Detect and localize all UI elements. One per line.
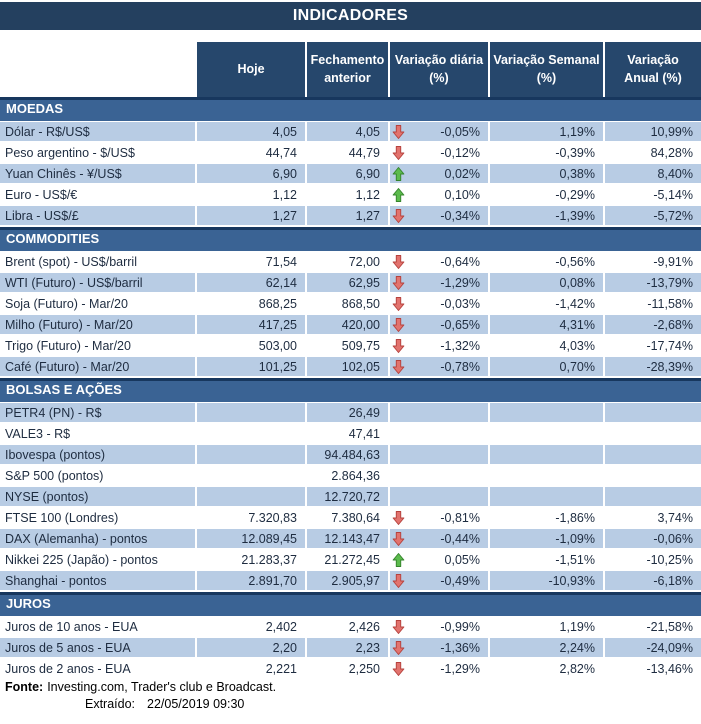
cell-fechamento-anterior: 102,05 [307, 357, 388, 376]
down-arrow-icon [392, 359, 406, 375]
down-arrow-icon [392, 296, 406, 312]
row-label: Shanghai - pontos [0, 571, 195, 590]
cell-fechamento-anterior: 44,79 [307, 143, 388, 162]
cell-fechamento-anterior: 26,49 [307, 403, 388, 422]
cell-variacao-anual: -6,18% [605, 571, 701, 590]
cell-variacao-anual: -28,39% [605, 357, 701, 376]
cell-variacao-anual [605, 466, 701, 485]
variacao-diaria-value: 0,10% [444, 187, 480, 202]
cell-variacao-semanal [490, 403, 603, 422]
cell-variacao-semanal: 2,82% [490, 659, 603, 678]
variacao-diaria-value: -0,64% [440, 254, 480, 269]
cell-variacao-anual: -2,68% [605, 315, 701, 334]
cell-hoje: 2,221 [197, 659, 305, 678]
cell-fechamento-anterior: 1,27 [307, 206, 388, 225]
cell-variacao-anual [605, 403, 701, 422]
variacao-diaria-value: -1,29% [440, 275, 480, 290]
table-row [0, 487, 701, 506]
cell-hoje [197, 487, 305, 506]
cell-variacao-semanal: 1,19% [490, 122, 603, 141]
variacao-diaria-value: -1,29% [440, 661, 480, 676]
extracted-line [85, 697, 701, 712]
row-label: Trigo (Futuro) - Mar/20 [0, 336, 195, 355]
row-label: VALE3 - R$ [0, 424, 195, 443]
cell-hoje: 2,402 [197, 617, 305, 636]
cell-variacao-anual: -13,46% [605, 659, 701, 678]
section-header-juros: JUROS [0, 592, 701, 616]
variacao-diaria-value: 0,05% [444, 552, 480, 567]
cell-fechamento-anterior: 2.905,97 [307, 571, 388, 590]
table-row [0, 122, 701, 141]
cell-fechamento-anterior: 420,00 [307, 315, 388, 334]
cell-hoje: 503,00 [197, 336, 305, 355]
cell-hoje: 21.283,37 [197, 550, 305, 569]
cell-variacao-semanal: -0,39% [490, 143, 603, 162]
table-row [0, 206, 701, 225]
row-label: S&P 500 (pontos) [0, 466, 195, 485]
variacao-diaria-value: -0,78% [440, 359, 480, 374]
table-row [0, 617, 701, 636]
extracted-timestamp: 22/05/2019 09:30 [147, 697, 245, 711]
cell-fechamento-anterior: 2,23 [307, 638, 388, 657]
cell-variacao-semanal [490, 424, 603, 443]
page-title: INDICADORES [0, 2, 701, 30]
table-row [0, 164, 701, 183]
cell-variacao-anual: -24,09% [605, 638, 701, 657]
cell-variacao-semanal: -10,93% [490, 571, 603, 590]
down-arrow-icon [392, 661, 406, 677]
cell-fechamento-anterior: 47,41 [307, 424, 388, 443]
cell-variacao-anual [605, 487, 701, 506]
row-label: Peso argentino - $/US$ [0, 143, 195, 162]
cell-variacao-anual: -13,79% [605, 273, 701, 292]
cell-variacao-diaria [390, 273, 488, 292]
down-arrow-icon [392, 317, 406, 333]
cell-variacao-anual: -10,25% [605, 550, 701, 569]
footer [0, 680, 701, 712]
variacao-diaria-value: -0,99% [440, 619, 480, 634]
cell-variacao-anual: -11,58% [605, 294, 701, 313]
cell-hoje: 417,25 [197, 315, 305, 334]
variacao-diaria-value: -1,32% [440, 338, 480, 353]
cell-hoje: 71,54 [197, 252, 305, 271]
cell-variacao-anual: 3,74% [605, 508, 701, 527]
table-body [0, 97, 701, 678]
table-row [0, 336, 701, 355]
cell-variacao-diaria [390, 122, 488, 141]
cell-hoje: 6,90 [197, 164, 305, 183]
table-row [0, 294, 701, 313]
up-arrow-icon [392, 166, 406, 182]
cell-variacao-semanal: 1,19% [490, 617, 603, 636]
cell-variacao-semanal: 2,24% [490, 638, 603, 657]
cell-variacao-semanal: -1,09% [490, 529, 603, 548]
cell-hoje: 1,27 [197, 206, 305, 225]
column-header-variacao-anual: Variação Anual (%) [605, 42, 701, 97]
variacao-diaria-value: -0,65% [440, 317, 480, 332]
table-row [0, 143, 701, 162]
table-row [0, 185, 701, 204]
up-arrow-icon [392, 552, 406, 568]
cell-fechamento-anterior: 94.484,63 [307, 445, 388, 464]
cell-fechamento-anterior: 12.720,72 [307, 487, 388, 506]
row-label: FTSE 100 (Londres) [0, 508, 195, 527]
variacao-diaria-value: -0,81% [440, 510, 480, 525]
row-label: Libra - US$/£ [0, 206, 195, 225]
down-arrow-icon [392, 338, 406, 354]
source-label: Fonte: [5, 680, 44, 694]
cell-variacao-semanal: -1,51% [490, 550, 603, 569]
cell-variacao-anual: 8,40% [605, 164, 701, 183]
row-label: WTI (Futuro) - US$/barril [0, 273, 195, 292]
cell-variacao-diaria [390, 550, 488, 569]
down-arrow-icon [392, 254, 406, 270]
row-label: Soja (Futuro) - Mar/20 [0, 294, 195, 313]
cell-variacao-diaria [390, 617, 488, 636]
cell-hoje [197, 445, 305, 464]
cell-fechamento-anterior: 509,75 [307, 336, 388, 355]
table-row [0, 466, 701, 485]
cell-fechamento-anterior: 2,250 [307, 659, 388, 678]
cell-variacao-anual: -5,72% [605, 206, 701, 225]
cell-variacao-diaria [390, 466, 488, 485]
table-row [0, 315, 701, 334]
row-label: PETR4 (PN) - R$ [0, 403, 195, 422]
cell-variacao-diaria [390, 571, 488, 590]
cell-fechamento-anterior: 6,90 [307, 164, 388, 183]
table-row [0, 403, 701, 422]
cell-variacao-semanal [490, 466, 603, 485]
row-label: DAX (Alemanha) - pontos [0, 529, 195, 548]
cell-variacao-diaria [390, 638, 488, 657]
cell-hoje: 12.089,45 [197, 529, 305, 548]
column-header-variacao-diaria: Variação diária (%) [390, 42, 488, 97]
column-header-hoje: Hoje [197, 42, 305, 97]
cell-hoje [197, 466, 305, 485]
cell-variacao-diaria [390, 185, 488, 204]
down-arrow-icon [392, 640, 406, 656]
up-arrow-icon [392, 187, 406, 203]
cell-variacao-anual [605, 445, 701, 464]
row-label: Juros de 2 anos - EUA [0, 659, 195, 678]
cell-variacao-semanal [490, 487, 603, 506]
cell-fechamento-anterior: 2,426 [307, 617, 388, 636]
down-arrow-icon [392, 124, 406, 140]
cell-variacao-diaria [390, 143, 488, 162]
down-arrow-icon [392, 208, 406, 224]
cell-hoje: 7.320,83 [197, 508, 305, 527]
cell-variacao-semanal: -1,42% [490, 294, 603, 313]
table-row [0, 273, 701, 292]
row-label: Café (Futuro) - Mar/20 [0, 357, 195, 376]
source-line [0, 680, 701, 695]
cell-variacao-anual: 84,28% [605, 143, 701, 162]
row-label: Ibovespa (pontos) [0, 445, 195, 464]
row-label: Euro - US$/€ [0, 185, 195, 204]
cell-variacao-semanal [490, 445, 603, 464]
variacao-diaria-value: -0,05% [440, 124, 480, 139]
cell-variacao-diaria [390, 508, 488, 527]
table-row [0, 424, 701, 443]
row-label: Juros de 10 anos - EUA [0, 617, 195, 636]
section-header-commodities: COMMODITIES [0, 227, 701, 251]
cell-variacao-diaria [390, 357, 488, 376]
row-label: Dólar - R$/US$ [0, 122, 195, 141]
variacao-diaria-value: -0,03% [440, 296, 480, 311]
down-arrow-icon [392, 275, 406, 291]
cell-variacao-diaria [390, 445, 488, 464]
row-label: NYSE (pontos) [0, 487, 195, 506]
table-header [0, 42, 701, 97]
cell-fechamento-anterior: 868,50 [307, 294, 388, 313]
variacao-diaria-value: -1,36% [440, 640, 480, 655]
arrow-placeholder [392, 426, 406, 442]
table-row [0, 550, 701, 569]
cell-hoje: 2.891,70 [197, 571, 305, 590]
table-row [0, 571, 701, 590]
cell-variacao-diaria [390, 206, 488, 225]
cell-hoje: 868,25 [197, 294, 305, 313]
down-arrow-icon [392, 510, 406, 526]
cell-variacao-semanal: -0,29% [490, 185, 603, 204]
cell-hoje: 101,25 [197, 357, 305, 376]
cell-variacao-anual: 10,99% [605, 122, 701, 141]
cell-fechamento-anterior: 1,12 [307, 185, 388, 204]
cell-variacao-semanal: -0,56% [490, 252, 603, 271]
down-arrow-icon [392, 619, 406, 635]
cell-hoje: 62,14 [197, 273, 305, 292]
cell-hoje [197, 403, 305, 422]
cell-variacao-diaria [390, 424, 488, 443]
cell-variacao-diaria [390, 294, 488, 313]
cell-variacao-semanal: -1,86% [490, 508, 603, 527]
arrow-placeholder [392, 447, 406, 463]
cell-fechamento-anterior: 2.864,36 [307, 466, 388, 485]
cell-fechamento-anterior: 4,05 [307, 122, 388, 141]
variacao-diaria-value: -0,12% [440, 145, 480, 160]
cell-variacao-diaria [390, 336, 488, 355]
variacao-diaria-value: -0,49% [440, 573, 480, 588]
cell-variacao-anual: -21,58% [605, 617, 701, 636]
table-row [0, 638, 701, 657]
cell-variacao-diaria [390, 164, 488, 183]
cell-variacao-diaria [390, 252, 488, 271]
cell-fechamento-anterior: 7.380,64 [307, 508, 388, 527]
variacao-diaria-value: 0,02% [444, 166, 480, 181]
variacao-diaria-value: -0,44% [440, 531, 480, 546]
cell-fechamento-anterior: 62,95 [307, 273, 388, 292]
arrow-placeholder [392, 405, 406, 421]
column-header-variacao-semanal: Variação Semanal (%) [490, 42, 603, 97]
table-row [0, 508, 701, 527]
table-row [0, 445, 701, 464]
cell-hoje [197, 424, 305, 443]
table-row [0, 529, 701, 548]
section-header-bolsas-e-acoes: BOLSAS E AÇÕES [0, 378, 701, 402]
cell-hoje: 44,74 [197, 143, 305, 162]
arrow-placeholder [392, 468, 406, 484]
cell-variacao-anual: -0,06% [605, 529, 701, 548]
table-row [0, 659, 701, 678]
down-arrow-icon [392, 531, 406, 547]
cell-variacao-anual: -17,74% [605, 336, 701, 355]
table-row [0, 357, 701, 376]
row-label: Juros de 5 anos - EUA [0, 638, 195, 657]
down-arrow-icon [392, 145, 406, 161]
section-header-moedas: MOEDAS [0, 97, 701, 121]
header-spacer [0, 42, 195, 97]
column-header-fechamento-anterior: Fechamento anterior [307, 42, 388, 97]
table-row [0, 252, 701, 271]
cell-variacao-diaria [390, 529, 488, 548]
cell-variacao-diaria [390, 487, 488, 506]
cell-variacao-semanal: 4,03% [490, 336, 603, 355]
cell-hoje: 4,05 [197, 122, 305, 141]
row-label: Nikkei 225 (Japão) - pontos [0, 550, 195, 569]
cell-fechamento-anterior: 21.272,45 [307, 550, 388, 569]
cell-variacao-anual [605, 424, 701, 443]
cell-hoje: 2,20 [197, 638, 305, 657]
row-label: Yuan Chinês - ¥/US$ [0, 164, 195, 183]
down-arrow-icon [392, 573, 406, 589]
cell-variacao-semanal: 0,08% [490, 273, 603, 292]
cell-variacao-diaria [390, 315, 488, 334]
cell-variacao-semanal: 0,38% [490, 164, 603, 183]
row-label: Brent (spot) - US$/barril [0, 252, 195, 271]
cell-variacao-diaria [390, 403, 488, 422]
row-label: Milho (Futuro) - Mar/20 [0, 315, 195, 334]
extracted-label: Extraído: [85, 697, 136, 711]
source-text: Investing.com, Trader's club e Broadcast. [47, 680, 277, 694]
arrow-placeholder [392, 489, 406, 505]
cell-variacao-anual: -9,91% [605, 252, 701, 271]
indicators-report [0, 2, 701, 724]
cell-variacao-semanal: 4,31% [490, 315, 603, 334]
cell-hoje: 1,12 [197, 185, 305, 204]
cell-fechamento-anterior: 72,00 [307, 252, 388, 271]
cell-variacao-semanal: -1,39% [490, 206, 603, 225]
variacao-diaria-value: -0,34% [440, 208, 480, 223]
cell-variacao-semanal: 0,70% [490, 357, 603, 376]
cell-fechamento-anterior: 12.143,47 [307, 529, 388, 548]
cell-variacao-diaria [390, 659, 488, 678]
cell-variacao-anual: -5,14% [605, 185, 701, 204]
